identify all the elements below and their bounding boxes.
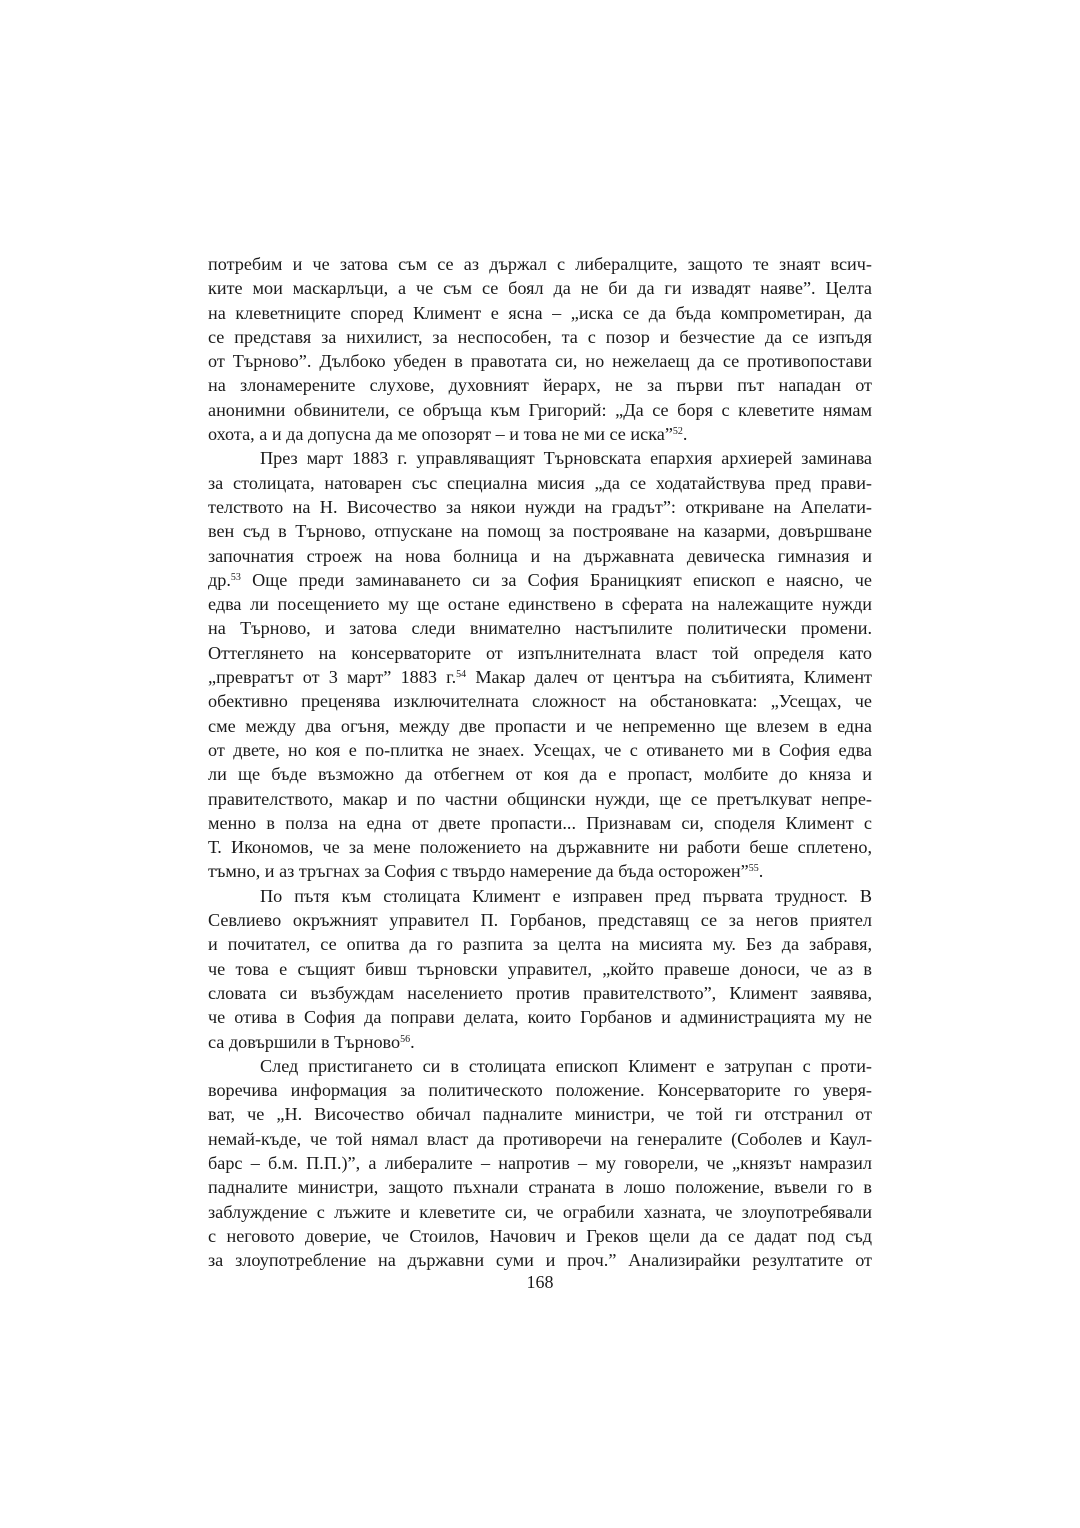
text-line [208,398,872,422]
line-text: от Търново”. Дълбоко убеден в правотата си, но нежелаещ да се противопостави [208,351,872,372]
line-text: Т. Икономов, че за мене положението на държавните ни работи беше сплетено, [208,837,872,858]
page-number: 168 [526,1272,554,1292]
text-line [208,957,872,981]
text-line [208,519,872,543]
text-line [208,592,872,616]
line-tail: . [758,861,764,882]
line-text: че това е същият бивш търновски управител, „който правеше доноси, че аз в [208,958,872,979]
line-text: телството на Н. Височество за някои нужди на градът”: откриване на Апелати- [208,496,872,517]
footnote-ref: 56 [400,1033,411,1045]
line-text: анонимни обвинители, се обръща към Григорий: „Да се боря с клеветите нямам [208,399,872,420]
text-line [208,1151,872,1175]
line-text: на злонамерените слухове, духовният йерарх, не за първи път нападан от [208,375,872,396]
footnote-ref: 54 [456,669,467,681]
line-text: вен съд в Търново, отпускане на помощ за построяване на казарми, довършване [208,521,872,542]
text-line [208,908,872,932]
text-line [208,859,872,883]
text-line [208,1102,872,1126]
text-line [208,981,872,1005]
text-line [208,787,872,811]
line-text: менно в полза на една от двете пропасти... Признавам си, споделя Климент с [208,812,872,833]
text-line [208,373,872,397]
text-line [208,641,872,665]
line-text: охота, а и да допусна да ме опозорят – и това не ми се иска” [208,424,673,445]
text-line [208,276,872,300]
text-line [208,1030,872,1054]
text-line [208,301,872,325]
text-line [208,689,872,713]
line-text: сме между два огъня, между две пропасти и че непременно ще влезем в една [208,715,872,736]
line-tail: Макар далеч от центъра на събитията, Климент [466,667,872,688]
body-text [208,252,872,1272]
footnote-ref: 52 [672,426,683,438]
text-line [208,932,872,956]
text-line [208,884,872,908]
text-line [208,1224,872,1248]
line-text: че отива в София да поправи делата, които Горбанов и администрацията му не [208,1007,872,1028]
line-text: за злоупотребление на държавни суми и проч.” Анализирайки резултатите от [208,1250,872,1271]
line-text: едва ли посещението му ще остане единствено в сферата на належащите нужди [208,594,872,615]
line-text: др. [208,569,231,590]
paragraph [208,1054,872,1273]
line-text: „превратът от 3 март” 1883 г. [208,667,457,688]
line-text: за столицата, натоварен със специална мисия „да се ходатайствува пред прави- [208,472,872,493]
line-text: ват, че „Н. Височество обичал падналите министри, че той ги отстранил от [208,1104,872,1125]
text-line [208,349,872,373]
line-text: започнатия строеж на нова болница и на държавната девическа гимназия и [208,545,872,566]
paragraph [208,884,872,1054]
line-text: Оттеглянето на консерваторите от изпълнителната власт той определя като [208,642,872,663]
line-text: След пристигането си в столицата епископ Климент е затрупан с проти- [260,1055,872,1076]
text-line [208,1078,872,1102]
line-text: През март 1883 г. управляващият Търновската епархия архиерей заминава [260,448,872,469]
text-line [208,495,872,519]
text-line [208,714,872,738]
line-text: обективно преценява изключителната сложност на обстановката: „Усещах, че [208,691,872,712]
line-text: с неговото доверие, че Стоилов, Начович и Греков щели да се дадат под съд [208,1225,872,1246]
paragraph [208,252,872,446]
line-text: барс – б.м. П.П.)”, а либералите – напротив – му говорели, че „князът намразил [208,1152,872,1173]
text-line [208,1175,872,1199]
line-text: Севлиево окръжният управител П. Горбанов, представящ се за негов приятел [208,910,872,931]
text-line [208,1005,872,1029]
text-line [208,446,872,470]
text-line [208,471,872,495]
text-line [208,1054,872,1078]
line-tail: . [410,1031,415,1052]
paragraph [208,446,872,883]
line-text: немай-къде, че той нямал власт да противоречи на генералите (Соболев и Каул- [208,1128,872,1149]
line-text: ките мои маскарлъци, а че съм се боял да не би да ги извадят наяве”. Целта [208,278,872,299]
text-line [208,762,872,786]
line-text: потребим и че затова съм се аз държал с либералците, защото те знаят всич- [208,254,872,274]
text-line [208,252,872,276]
footnote-ref: 55 [748,863,759,875]
text-line [208,1200,872,1224]
text-line [208,835,872,859]
text-line [208,616,872,640]
text-line [208,1127,872,1151]
text-line [208,568,872,592]
text-line [208,544,872,568]
text-line [208,1248,872,1272]
line-text: на Търново, и затова следи внимателно настъпилите политически промени. [208,618,872,639]
line-text: словата си възбуждам населението против правителството”, Климент заявява, [208,982,872,1003]
line-text: ли ще бъде възможно да отбегнем от коя да е пропаст, молбите до княза и [208,764,872,785]
line-text: и почитател, се опитва да го разпита за целта на мисията му. Без да забравя, [208,934,872,955]
line-text: падналите министри, защото пъхнали страната в лошо положение, въвели го в [208,1177,872,1198]
text-line [208,738,872,762]
text-line [208,422,872,446]
line-text: на клеветниците според Климент е ясна – „иска се да бъда компрометиран, да [208,302,872,323]
line-tail: . [682,424,688,445]
line-text: заблуждение с лъжите и клеветите си, че ограбили хазната, че злоупотребявали [208,1201,872,1222]
line-text: тъмно, и аз тръгнах за София с твърдо намерение да бъда осторожен” [208,861,749,882]
line-text: от двете, но коя е по-плитка не знаех. Усещах, че с отиването ми в София едва [208,739,872,760]
text-line [208,811,872,835]
line-text: По пътя към столицата Климент е изправен пред първата трудност. В [260,885,872,906]
text-line [208,665,872,689]
line-text: правителството, макар и по частни общински нужди, ще се претълкуват непре- [208,788,872,809]
text-line [208,325,872,349]
line-text: воречива информация за политическото положение. Консерваторите го уверя- [208,1080,872,1101]
footnote-ref: 53 [230,571,241,583]
line-text: се представя за нихилист, за неспособен, та с позор и безчестие да се изпъдя [208,326,872,347]
line-tail: Още преди заминаването си за София Браницкият епископ е наясно, че [240,569,872,590]
line-text: са довършили в Търново [208,1031,401,1052]
